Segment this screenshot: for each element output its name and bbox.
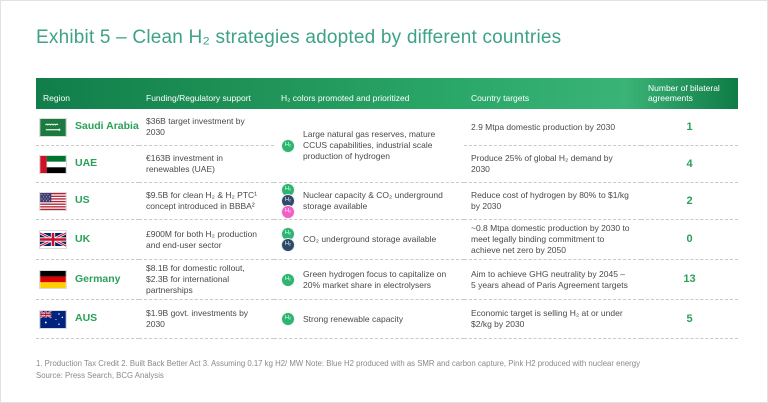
h2-note: Strong renewable capacity: [303, 313, 404, 324]
saudi-arabia-flag: [40, 119, 66, 136]
header-country-targets: Country targets: [471, 93, 530, 104]
agreements-saudi: 1: [641, 109, 738, 146]
header-bilateral-agreements: Number of bilateral agreements: [648, 83, 720, 104]
blue-h2-badge-icon: H₂: [281, 194, 295, 208]
uae-flag: [40, 156, 66, 173]
h2-badges: [281, 314, 295, 325]
region-label: UAE: [75, 157, 98, 170]
funding-uk: £900M for both H₂ production and end-user sector: [139, 220, 274, 260]
h2-colors-uk: [274, 220, 464, 260]
h2-colors-saudi-uae: [274, 109, 464, 183]
funding-saudi: $36B target investment by 2030: [139, 109, 274, 146]
table-row-us-region: [36, 183, 139, 220]
region-label: US: [75, 194, 90, 207]
funding-germany: $8.1B for domestic rollout, $2.3B for international partnerships: [139, 260, 274, 300]
funding-aus: $1.9B govt. investments by 2030: [139, 300, 274, 339]
h2-colors-aus: [274, 300, 464, 339]
table-body: [36, 109, 738, 339]
h2-colors-germany: [274, 260, 464, 300]
agreements-germany: 13: [641, 260, 738, 300]
table-row-saudi-region: [36, 109, 139, 146]
region-label: UK: [75, 232, 91, 245]
targets-aus: Economic target is selling H₂ at or under $2/kg by 2030: [464, 300, 641, 339]
h2-note: Large natural gas reserves, mature CCUS capabilities, industrial scale production of hydrogen: [303, 129, 436, 161]
pink-h2-badge-icon: H₂: [281, 205, 295, 219]
region-label: AUS: [75, 312, 98, 325]
green-h2-badge-icon: H₂: [281, 273, 295, 287]
header-region: Region: [43, 93, 70, 104]
table-row-aus-region: [36, 300, 139, 339]
green-h2-badge-icon: H₂: [281, 227, 295, 241]
h2-badges: [281, 185, 295, 218]
h2-badges: [281, 274, 295, 285]
table-header-row: [36, 78, 738, 109]
page-title: Exhibit 5 – Clean H₂ strategies adopted by different countries: [36, 27, 562, 48]
footnotes: [36, 358, 746, 381]
funding-uae: €163B investment in renewables (UAE): [139, 146, 274, 183]
us-flag: [40, 193, 66, 210]
uk-flag: [40, 231, 66, 248]
targets-uae: Produce 25% of global H₂ demand by 2030: [464, 146, 641, 183]
australia-flag: [40, 311, 66, 328]
h2-note: Nuclear capacity & CO₂ underground storage available: [303, 190, 443, 211]
blue-h2-badge-icon: H₂: [281, 238, 295, 252]
table-row-uk-region: [36, 220, 139, 260]
agreements-aus: 5: [641, 300, 738, 339]
agreements-us: 2: [641, 183, 738, 220]
targets-germany: Aim to achieve GHG neutrality by 2045 – 5 years ahead of Paris Agreement targets: [464, 260, 641, 300]
targets-uk: ~0.8 Mtpa domestic production by 2030 to meet legally binding commitment to achieve net zero by 2050: [464, 220, 641, 260]
region-label: Germany: [75, 272, 121, 285]
targets-saudi: 2.9 Mtpa domestic production by 2030: [464, 109, 641, 146]
footnote-line: 1. Production Tax Credit 2. Built Back Better Act 3. Assuming 0.17 kg H2/ MW Note: Blue H2 produced with as SMR and carbon capture, Pink H2 produced with nuclear energy: [36, 359, 640, 368]
h2-colors-us: [274, 183, 464, 220]
green-h2-badge-icon: H₂: [281, 312, 295, 326]
green-h2-badge-icon: H₂: [281, 183, 295, 197]
region-label: Saudi Arabia: [75, 120, 139, 133]
strategies-table: [36, 78, 738, 339]
h2-note: Green hydrogen focus to capitalize on 20% market share in electrolysers: [303, 268, 447, 290]
header-h2-colors: H₂ colors promoted and prioritized: [281, 93, 410, 104]
targets-us: Reduce cost of hydrogen by 80% to $1/kg by 2030: [464, 183, 641, 220]
germany-flag: [40, 271, 66, 288]
header-funding: Funding/Regulatory support: [146, 93, 251, 104]
table-row-germany-region: [36, 260, 139, 300]
table-row-uae-region: [36, 146, 139, 183]
h2-note: CO₂ underground storage available: [303, 234, 437, 245]
funding-us: $9.5B for clean H₂ & H₂ PTC¹ concept introduced in BBBA²: [139, 183, 274, 220]
agreements-uk: 0: [641, 220, 738, 260]
agreements-uae: 4: [641, 146, 738, 183]
h2-badges: [281, 140, 295, 151]
source-line: Source: Press Search, BCG Analysis: [36, 370, 164, 380]
green-h2-badge-icon: H₂: [281, 139, 295, 153]
h2-badges: [281, 229, 295, 251]
